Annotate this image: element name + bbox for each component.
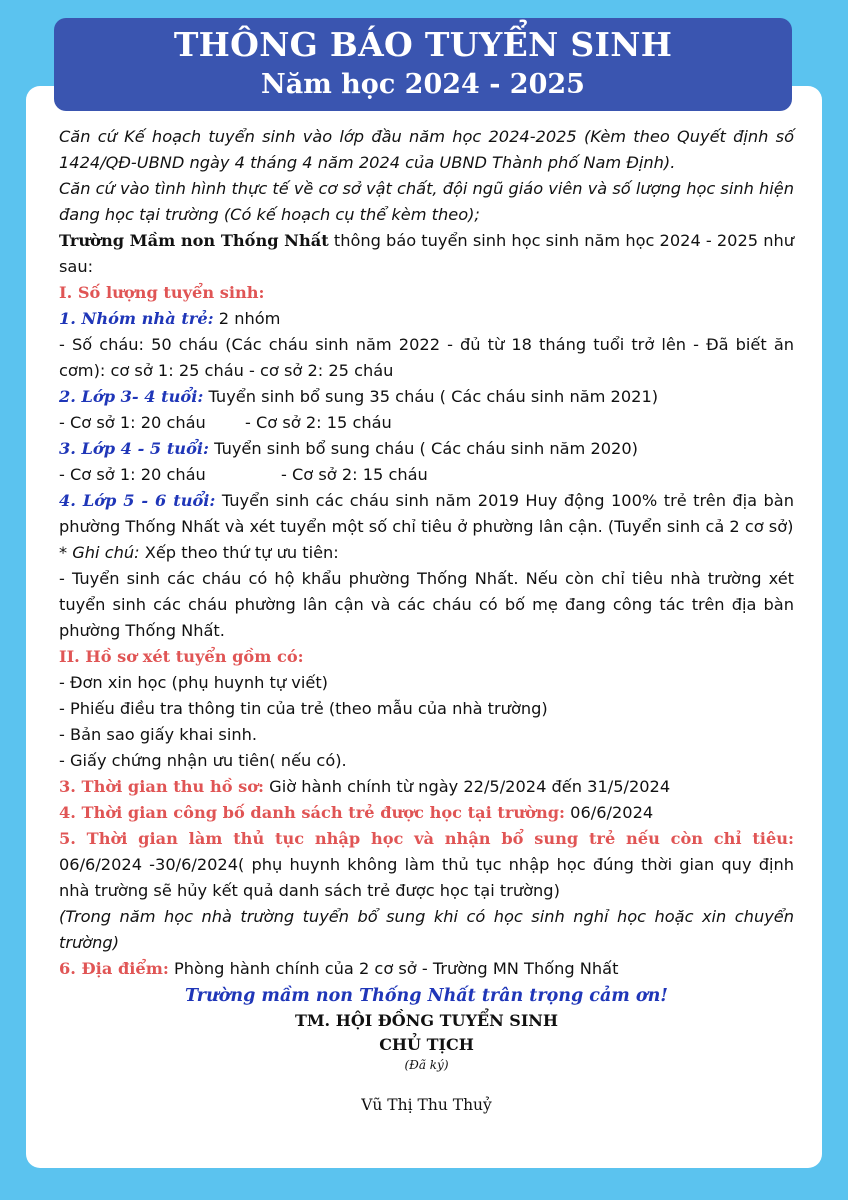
note-prefix: * [59, 543, 73, 562]
thanks-line: Trường mầm non Thống Nhất trân trọng cảm ơn! [185, 986, 668, 1006]
section2-heading: II. Hồ sơ xét tuyển gồm có: [59, 647, 304, 666]
group3-campus2: - Cơ sở 2: 15 cháu [281, 465, 428, 484]
school-year: Năm học 2024 - 2025 [261, 69, 585, 100]
section4-line [59, 800, 794, 826]
document-item: - Giấy chứng nhận ưu tiên( nếu có). [59, 751, 347, 770]
section6-line [59, 956, 794, 982]
group2-campuses [59, 410, 794, 436]
group4-line [59, 488, 794, 540]
section3-label: 3. Thời gian thu hồ sơ: [59, 777, 265, 796]
section6-label: 6. Địa điểm: [59, 959, 169, 978]
section3-value: Giờ hành chính từ ngày 22/5/2024 đến 31/5/2024 [264, 777, 671, 796]
section5-label: 5. Thời gian làm thủ tục nhập học và nhận bổ sung trẻ nếu còn chỉ tiêu: [59, 829, 794, 848]
note-detail: - Tuyển sinh các cháu có hộ khẩu phường Thống Nhất. Nếu còn chỉ tiêu nhà trường xét tuyển sinh các cháu phường lân cận và các cháu có bố mẹ đang công tác trên địa bàn phường Thống Nhất. [59, 569, 794, 640]
group2-value: Tuyển sinh bổ sung 35 cháu ( Các cháu sinh năm 2021) [203, 387, 659, 406]
notice-body [59, 124, 794, 1117]
group1-label: 1. Nhóm nhà trẻ: [59, 309, 214, 328]
group3-campuses [59, 462, 794, 488]
document-item: - Bản sao giấy khai sinh. [59, 725, 258, 744]
chair-title: CHỦ TỊCH [379, 1035, 474, 1054]
note-text: Xếp theo thứ tự ưu tiên: [139, 543, 339, 562]
note-line [59, 540, 794, 566]
group2-campus1: - Cơ sở 1: 20 cháu [59, 413, 206, 432]
group2-line [59, 384, 794, 410]
group1-line [59, 306, 794, 332]
title-banner [54, 18, 792, 111]
group2-label: 2. Lớp 3- 4 tuổi: [59, 387, 204, 406]
school-name: Trường Mầm non Thống Nhất [59, 231, 329, 250]
section5-line [59, 826, 794, 904]
document-item: - Đơn xin học (phụ huynh tự viết) [59, 673, 328, 692]
intro-announcement [59, 228, 794, 280]
signer-name: Vũ Thị Thu Thuỷ [361, 1096, 492, 1114]
group3-label: 3. Lớp 4 - 5 tuổi: [59, 439, 209, 458]
signed-note: (Đã ký) [404, 1058, 449, 1072]
group2-campus2: - Cơ sở 2: 15 cháu [245, 413, 392, 432]
section4-value: 06/6/2024 [565, 803, 654, 822]
intro-basis-2: Căn cứ vào tình hình thực tế về cơ sở vật chất, đội ngũ giáo viên và số lượng học sinh hiện đang học tại trường (Có kế hoạch cụ thể kèm theo); [59, 179, 794, 224]
page-title: THÔNG BÁO TUYỂN SINH [173, 25, 673, 64]
section5-note: (Trong năm học nhà trường tuyển bổ sung khi có học sinh nghỉ học hoặc xin chuyển trường) [59, 907, 794, 952]
group4-label: 4. Lớp 5 - 6 tuổi: [59, 491, 216, 510]
group3-line [59, 436, 794, 462]
section6-value: Phòng hành chính của 2 cơ sở - Trường MN Thống Nhất [168, 959, 619, 978]
document-item: - Phiếu điều tra thông tin của trẻ (theo mẫu của nhà trường) [59, 699, 548, 718]
group3-value: Tuyển sinh bổ sung cháu ( Các cháu sinh năm 2020) [209, 439, 638, 458]
group1-value: 2 nhóm [213, 309, 281, 328]
section1-heading: I. Số lượng tuyển sinh: [59, 283, 265, 302]
group1-detail: - Số cháu: 50 cháu (Các cháu sinh năm 2022 - đủ từ 18 tháng tuổi trở lên - Đã biết ăn cơm): cơ sở 1: 25 cháu - cơ sở 2: 25 cháu [59, 335, 794, 380]
section3-line [59, 774, 794, 800]
closing-block [59, 983, 794, 1117]
section4-label: 4. Thời gian công bố danh sách trẻ được học tại trường: [59, 803, 566, 822]
intro-basis-1: Căn cứ Kế hoạch tuyển sinh vào lớp đầu năm học 2024-2025 (Kèm theo Quyết định số 1424/QĐ-UBND ngày 4 tháng 4 năm 2024 của UBND Thành phố Nam Định). [59, 127, 794, 172]
council-title: TM. HỘI ĐỒNG TUYỂN SINH [294, 1011, 559, 1030]
group3-campus1: - Cơ sở 1: 20 cháu [59, 465, 206, 484]
section5-value: 06/6/2024 -30/6/2024( phụ huynh không làm thủ tục nhập học đúng thời gian quy định nhà trường sẽ hủy kết quả danh sách trẻ được học tại trường) [59, 855, 794, 900]
note-label: Ghi chú: [72, 543, 140, 562]
group4-value: Tuyển sinh các cháu sinh năm 2019 Huy động 100% trẻ trên địa bàn phường Thống Nhất và xét tuyển một số chỉ tiêu ở phường lân cận. (Tuyển sinh cả 2 cơ sở) [59, 491, 794, 536]
announcement-text: thông báo tuyển sinh học sinh năm học 2024 - 2025 như sau: [59, 231, 794, 276]
